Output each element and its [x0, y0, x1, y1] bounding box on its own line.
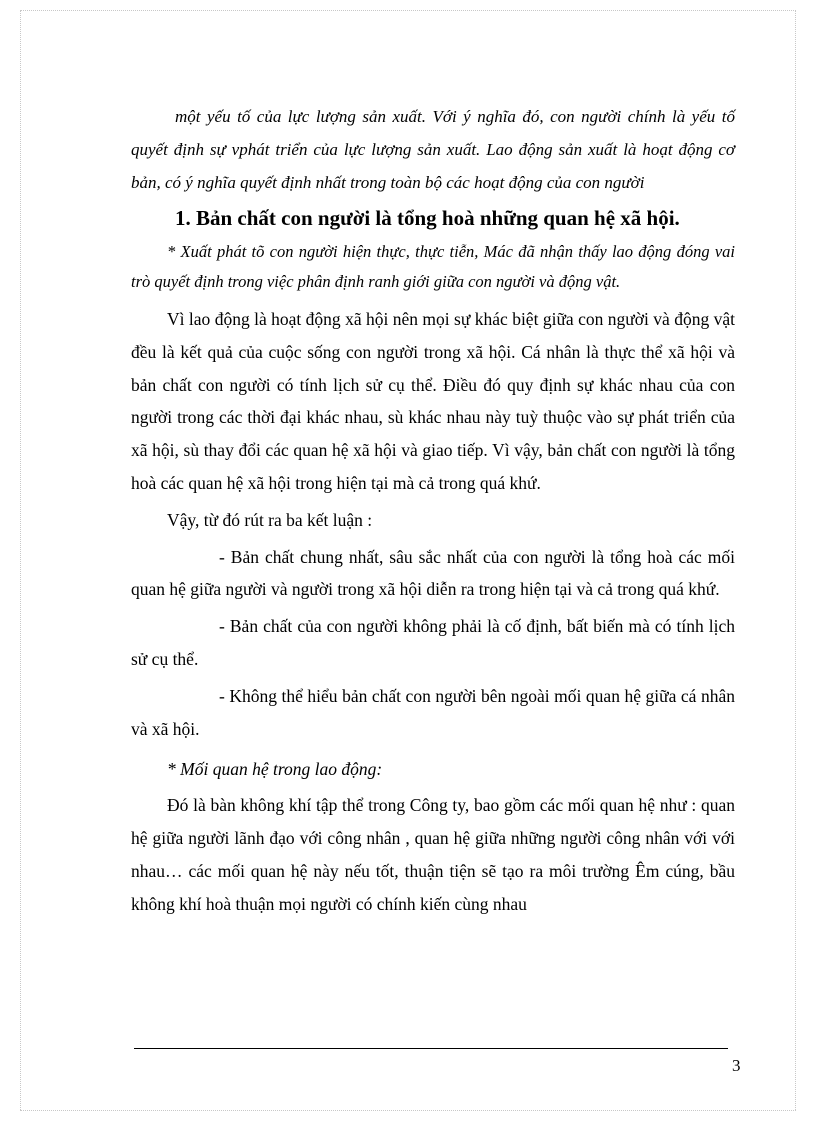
conclusion-item-3: - Không thể hiểu bản chất con người bên ngoài mối quan hệ giữa cá nhân và xã hội. [131, 685, 735, 739]
page-number: 3 [732, 1056, 741, 1075]
page-border-bottom [20, 1110, 796, 1111]
page-border-left [20, 10, 21, 1110]
paragraph-company-atmosphere: Đó là bàn không khí tập thể trong Công ty, bao gồm các mối quan hệ như : quan hệ giữa người lãnh đạo với công nhân , quan hệ giữa những người công nhân với với nhau… các mối quan hệ này nếu tốt, thuận tiện sẽ tạo ra môi trường Êm cúng, bầu không khí hoà thuận mọi người có chính kiến cùng nhau [131, 795, 735, 914]
conclusion-item-1: - Bản chất chung nhất, sâu sắc nhất của con người là tổng hoà các mối quan hệ giữa người và người trong xã hội diễn ra trong hiện tại và cả trong quá khứ. [131, 546, 735, 600]
document-body [131, 100, 735, 921]
footer-rule [134, 1048, 728, 1049]
conclusion-item-2: - Bản chất của con người không phải là cố định, bất biến mà có tính lịch sử cụ thể. [131, 616, 735, 669]
paragraph-conclusion-intro: Vậy, từ đó rút ra ba kết luận : [167, 509, 373, 530]
page-border-top [20, 10, 796, 11]
paragraph-labor-relations: * Mối quan hệ trong lao động: [167, 759, 383, 780]
paragraph-continuation: một yếu tố của lực lượng sản xuất. Với ý nghĩa đó, con người chính là yếu tố quyết định sự vphát triển của lực lượng sản xuất. Lao động sản xuất là hoạt động cơ bản, có ý nghĩa quyết định nhất trong toàn bộ các hoạt động của con người [131, 107, 735, 192]
paragraph-labor: Vì lao động là hoạt động xã hội nên mọi sự khác biệt giữa con người và động vật đều là kết quả của cuộc sống con người trong xã hội. Cá nhân là thực thể xã hội và bản chất con người có tính lịch sử cụ thể. Điều đó quy định sự khác nhau của con người trong các thời đại khác nhau, sù khác nhau này tuỳ thuộc vào sự phát triển của xã hội, sù thay đổi các quan hệ xã hội và giao tiếp. Vì vậy, bản chất con người là tổng hoà các quan hệ xã hội trong hiện tại mà cả trong quá khứ. [131, 309, 735, 493]
page-border-right [795, 10, 796, 1110]
section-heading: 1. Bản chất con người là tổng hoà những quan hệ xã hội. [175, 206, 680, 230]
paragraph-marx: * Xuất phát tõ con người hiện thực, thực tiễn, Mác đã nhận thấy lao động đóng vai trò quyết định trong việc phân định ranh giới giữa con người và động vật. [131, 242, 735, 291]
